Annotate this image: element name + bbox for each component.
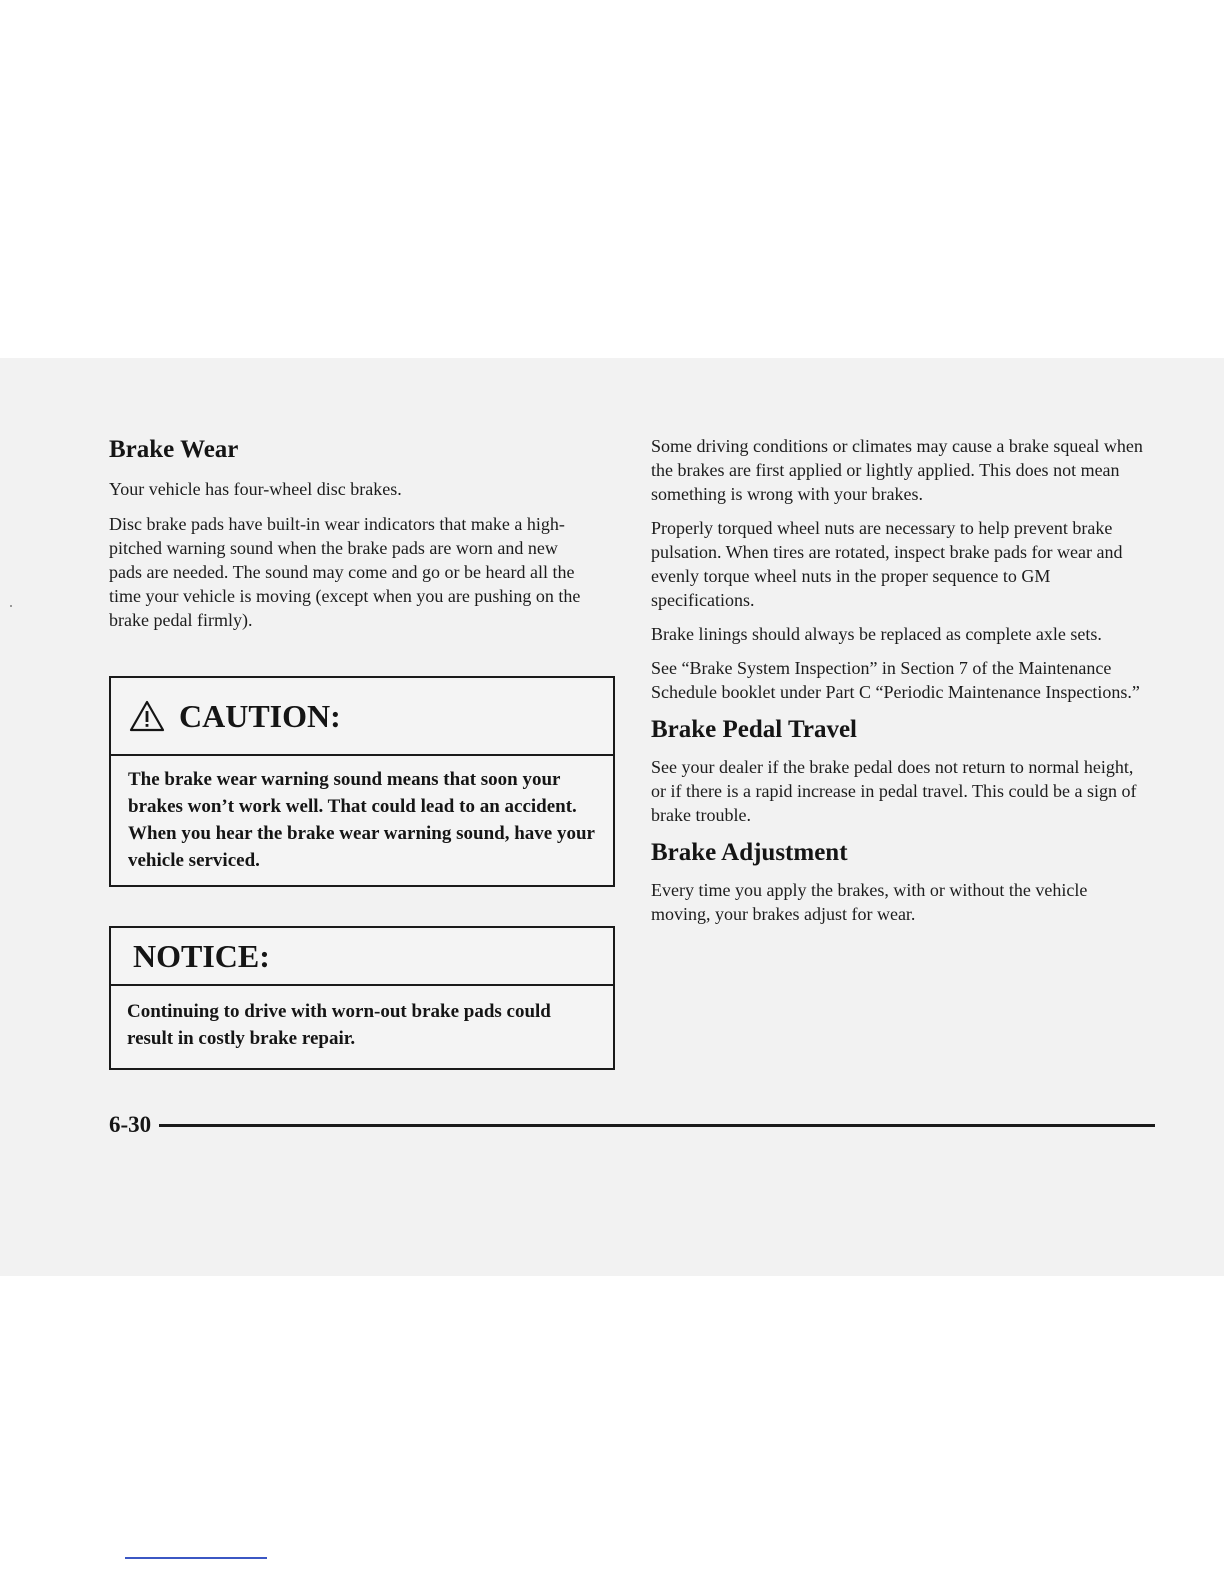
left-column: [109, 434, 595, 643]
brake-wear-intro: Your vehicle has four-wheel disc brakes.: [109, 479, 402, 499]
caution-body: The brake wear warning sound means that soon your brakes won’t work well. That could lead to an accident. When you hear the brake wear warning sound, have your vehicle serviced.: [128, 769, 595, 871]
notice-header: [111, 928, 613, 986]
brake-adjustment-text: Every time you apply the brakes, with or without the vehicle moving, your brakes adjust for wear.: [651, 880, 1088, 924]
inspection-reference-text: See “Brake System Inspection” in Section 7 of the Maintenance Schedule booklet under Part C “Periodic Maintenance Inspections.”: [651, 658, 1140, 702]
scan-speck: [10, 605, 12, 607]
notice-title: NOTICE:: [133, 937, 270, 974]
notice-box: [109, 926, 615, 1070]
brake-wear-heading: Brake Wear: [109, 436, 239, 463]
warning-triangle-icon: [129, 700, 165, 732]
brake-squeal-text: Some driving conditions or climates may cause a brake squeal when the brakes are first applied or lightly applied. This does not mean something is wrong with your brakes.: [651, 436, 1143, 504]
caution-header: [111, 678, 613, 756]
caution-title: CAUTION:: [179, 697, 341, 734]
page-footer: [109, 1108, 1155, 1142]
page-number: 6-30: [109, 1112, 152, 1137]
footer-rule: [159, 1124, 1155, 1127]
bottom-link-underline: [125, 1557, 267, 1559]
right-column: [651, 434, 1151, 936]
brake-pedal-travel-text: See your dealer if the brake pedal does not return to normal height, or if there is a rapid increase in pedal travel. This could be a sign of brake trouble.: [651, 757, 1137, 825]
brake-adjustment-heading: Brake Adjustment: [651, 839, 848, 866]
brake-pedal-travel-heading: Brake Pedal Travel: [651, 716, 857, 743]
brake-linings-text: Brake linings should always be replaced as complete axle sets.: [651, 624, 1102, 644]
notice-body: Continuing to drive with worn-out brake pads could result in costly brake repair.: [127, 1001, 551, 1049]
caution-box: [109, 676, 615, 887]
brake-wear-indicators-text: Disc brake pads have built-in wear indicators that make a high-pitched warning sound when the brake pads are worn and new pads are needed. The sound may come and go or be heard all the time your vehicle is moving (except when you are pushing on the brake pedal firmly).: [109, 514, 581, 630]
wheel-nuts-text: Properly torqued wheel nuts are necessary to help prevent brake pulsation. When tires are rotated, inspect brake pads for wear and evenly torque wheel nuts in the proper sequence to GM specifications.: [651, 518, 1123, 610]
